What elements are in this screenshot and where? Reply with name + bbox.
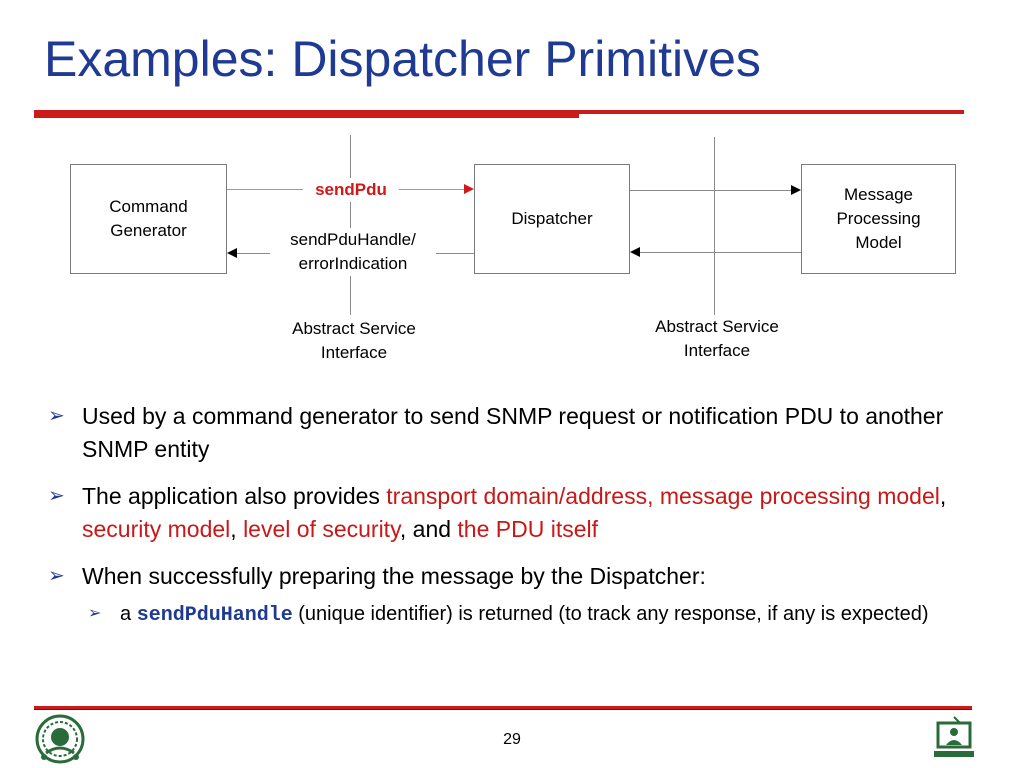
separator: , and — [399, 516, 458, 542]
sub-bullet-item — [48, 599, 978, 631]
interface-line-left — [350, 135, 351, 315]
page-number: 29 — [503, 731, 521, 748]
sub-bullet-prefix: a — [120, 603, 137, 625]
footer-rule-dark — [34, 709, 972, 710]
sendpduhandle-code: sendPduHandle — [136, 604, 293, 627]
bullet-item-1 — [48, 400, 978, 466]
asi-left-label: Abstract Service Interface — [266, 317, 442, 365]
return-arrow-line — [639, 252, 801, 253]
sendpdu-arrowhead — [464, 184, 474, 194]
sub-bullet-arrow-icon: ➢ — [88, 605, 102, 622]
handle-arrowhead — [227, 248, 237, 258]
highlight-level-of-security: level of security — [243, 516, 400, 542]
sendpduhandle-label: sendPduHandle/ errorIndication — [270, 228, 436, 276]
highlight-transport: transport domain/address, message processing model — [386, 483, 940, 509]
command-generator-box: Command Generator — [70, 164, 227, 274]
computer-user-icon — [930, 713, 978, 765]
interface-line-right — [714, 137, 715, 315]
bullet-item-2 — [48, 480, 978, 546]
separator: , — [230, 516, 244, 542]
message-processing-model-box: Message Processing Model — [801, 164, 956, 274]
sub-bullet-suffix: (unique identifier) is returned (to track any response, if any is expected) — [292, 603, 929, 625]
bullet-text: Used by a command generator to send SNMP request or notification PDU to another SNMP entity — [82, 403, 944, 462]
return-arrowhead — [630, 247, 640, 257]
bullet-text: When successfully preparing the message by the Dispatcher: — [82, 563, 706, 589]
bullet-text: The application also provides — [82, 483, 387, 509]
highlight-security-model: security model — [82, 516, 231, 542]
dispatch-arrow-line — [630, 190, 792, 191]
sendpdu-label: sendPdu — [303, 178, 399, 202]
bullet-item-3 — [48, 560, 978, 593]
bullet-list — [48, 400, 978, 631]
dispatch-arrowhead — [791, 185, 801, 195]
university-seal-icon — [32, 713, 88, 765]
separator: , — [939, 483, 947, 509]
slide-title: Examples: Dispatcher Primitives — [44, 31, 761, 87]
asi-right-label: Abstract Service Interface — [629, 315, 805, 363]
dispatcher-box: Dispatcher — [474, 164, 630, 274]
highlight-pdu: the PDU itself — [457, 516, 599, 542]
bullet-arrow-icon: ➢ — [48, 565, 65, 587]
bullet-arrow-icon: ➢ — [48, 485, 65, 507]
bullet-arrow-icon: ➢ — [48, 405, 65, 427]
